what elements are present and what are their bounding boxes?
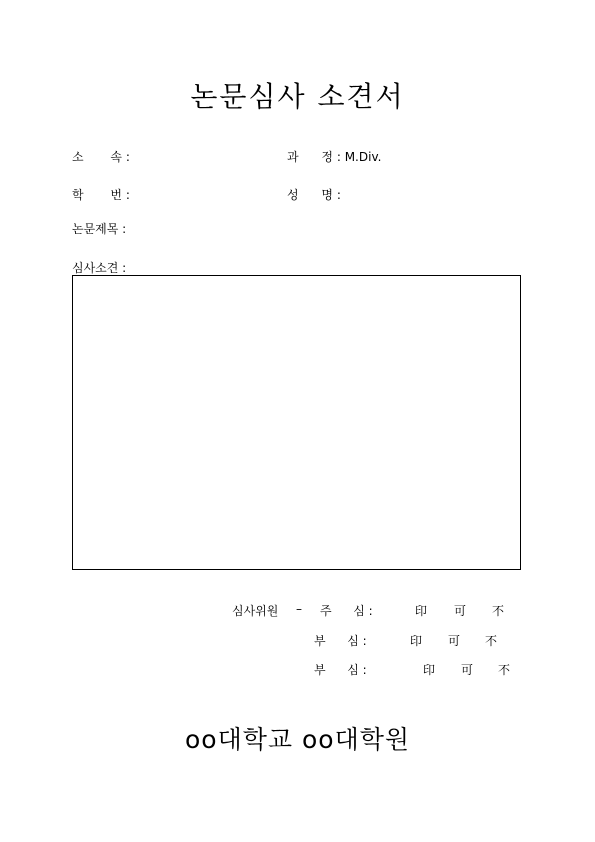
affiliation-colon: :	[125, 150, 130, 164]
student-id-label-char1: 학	[72, 188, 84, 202]
name-colon: :	[336, 188, 341, 202]
name-field	[287, 186, 341, 203]
role-char2: 심	[347, 634, 359, 648]
course-label-char2: 정	[321, 150, 333, 164]
opinion-label: 심사소견 :	[72, 261, 127, 275]
fail-mark[interactable]: 不	[492, 604, 505, 618]
committee-row-chief	[320, 602, 373, 619]
seal-mark: 印	[423, 663, 436, 677]
role-colon: :	[362, 663, 367, 677]
pass-mark[interactable]: 可	[448, 634, 461, 648]
seal-mark: 印	[410, 634, 423, 648]
thesis-title-label: 논문제목 :	[72, 222, 127, 236]
committee-dash: –	[296, 602, 302, 616]
name-label-char1: 성	[287, 188, 299, 202]
student-id-colon: :	[125, 188, 130, 202]
role-char1: 주	[320, 604, 332, 618]
fail-mark[interactable]: 不	[498, 663, 511, 677]
name-label-char2: 명	[321, 188, 333, 202]
course-label-char1: 과	[287, 150, 299, 164]
committee-row-sub-1	[314, 632, 367, 649]
committee-label: 심사위원	[232, 604, 279, 618]
seal-mark: 印	[415, 604, 428, 618]
pass-mark[interactable]: 可	[454, 604, 467, 618]
course-colon: :	[336, 150, 341, 164]
student-id-field	[72, 186, 130, 203]
fail-mark[interactable]: 不	[485, 634, 498, 648]
role-colon: :	[368, 604, 373, 618]
role-colon: :	[362, 634, 367, 648]
role-char1: 부	[314, 663, 326, 677]
course-field	[287, 148, 381, 165]
course-value: M.Div.	[344, 150, 382, 164]
affiliation-field	[72, 148, 130, 165]
pass-mark[interactable]: 可	[461, 663, 474, 677]
role-char1: 부	[314, 634, 326, 648]
role-char2: 심	[353, 604, 365, 618]
opinion-box[interactable]	[72, 275, 521, 570]
document-title: 논문심사 소견서	[190, 80, 405, 113]
affiliation-label-char2: 속	[110, 150, 122, 164]
student-id-label-char2: 번	[110, 188, 122, 202]
committee-row-sub-2	[314, 661, 367, 678]
institution-name: oo대학교 oo대학원	[184, 725, 411, 754]
role-char2: 심	[347, 663, 359, 677]
affiliation-label-char1: 소	[72, 150, 84, 164]
